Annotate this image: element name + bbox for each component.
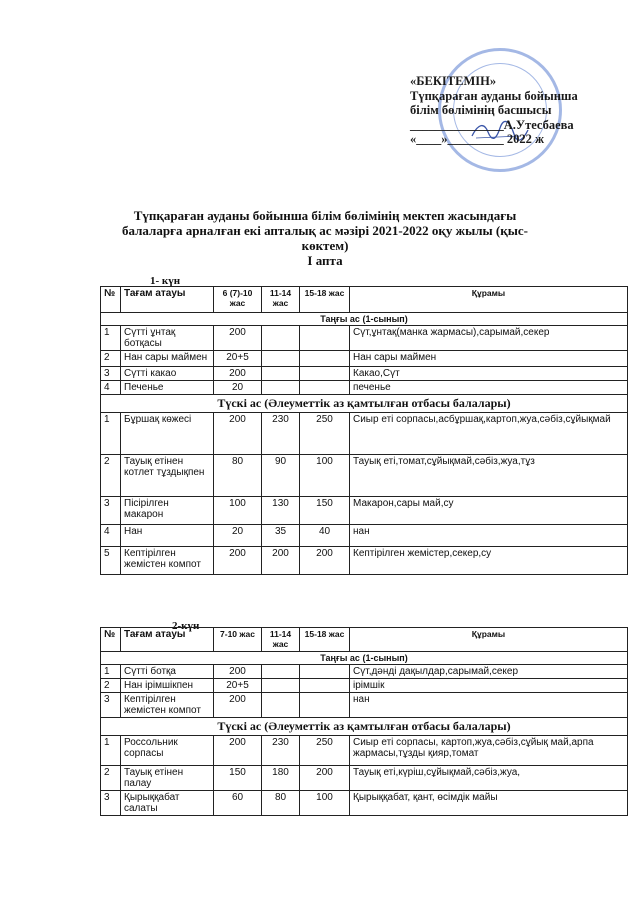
- dish-composition: Сиыр еті сорпасы,асбұршақ,картоп,жуа,сәбіз,сұйықмай: [350, 413, 628, 455]
- header-number: №: [101, 287, 121, 313]
- header-age-1: 6 (7)-10 жас: [214, 287, 262, 313]
- document-title: [120, 208, 530, 268]
- portion-age-2: 180: [262, 766, 300, 791]
- table-row: [101, 351, 628, 367]
- dish-name: Нан ірімшікпен: [121, 679, 214, 693]
- dish-composition: Кептірілген жемістер,секер,су: [350, 547, 628, 575]
- table-row: [101, 525, 628, 547]
- header-age-2: 11-14 жас: [262, 287, 300, 313]
- row-number: 1: [101, 736, 121, 766]
- portion-age-2: 35: [262, 525, 300, 547]
- header-composition: Құрамы: [350, 287, 628, 313]
- row-number: 1: [101, 665, 121, 679]
- table-row: [101, 736, 628, 766]
- section-row: [101, 652, 628, 665]
- dish-composition: Сүт,ұнтақ(манка жармасы),сарымай,секер: [350, 326, 628, 351]
- table-row: [101, 455, 628, 497]
- header-dish-name: Тағам атауы: [121, 628, 214, 652]
- section-title: Таңғы ас (1-сынып): [101, 313, 628, 326]
- row-number: 2: [101, 455, 121, 497]
- dish-composition: Макарон,сары май,су: [350, 497, 628, 525]
- portion-age-1: 200: [214, 693, 262, 718]
- portion-age-3: 100: [300, 791, 350, 816]
- portion-age-3: [300, 679, 350, 693]
- dish-name: Сүтті какао: [121, 367, 214, 381]
- table-row: [101, 326, 628, 351]
- portion-age-1: 150: [214, 766, 262, 791]
- portion-age-2: [262, 367, 300, 381]
- section-title: Таңғы ас (1-сынып): [101, 652, 628, 665]
- row-number: 3: [101, 497, 121, 525]
- header-age-3: 15-18 жас: [300, 628, 350, 652]
- portion-age-3: 250: [300, 736, 350, 766]
- dish-name: Қырыққабат салаты: [121, 791, 214, 816]
- portion-age-1: 20+5: [214, 679, 262, 693]
- title-line-2: балаларға арналған екі апталық ас мәзірі 2021-2022 оқу жылы (қыс-: [122, 223, 528, 238]
- row-number: 3: [101, 693, 121, 718]
- dish-name: Сүтті ботқа: [121, 665, 214, 679]
- table-row: [101, 665, 628, 679]
- portion-age-3: 200: [300, 766, 350, 791]
- approval-date: «____»_________ 2022 ж: [410, 132, 545, 146]
- dish-name: Нан: [121, 525, 214, 547]
- portion-age-3: [300, 367, 350, 381]
- title-week: I апта: [307, 253, 343, 268]
- section-title: Түскі ас (Әлеуметтік аз қамтылған отбасы балалары): [101, 718, 628, 736]
- section-row: [101, 395, 628, 413]
- portion-age-1: 200: [214, 413, 262, 455]
- portion-age-2: [262, 693, 300, 718]
- portion-age-3: 100: [300, 455, 350, 497]
- portion-age-3: 150: [300, 497, 350, 525]
- portion-age-1: 200: [214, 547, 262, 575]
- dish-name: Нан сары маймен: [121, 351, 214, 367]
- dish-composition: печенье: [350, 381, 628, 395]
- portion-age-2: 130: [262, 497, 300, 525]
- title-line-3: көктем): [301, 238, 349, 253]
- portion-age-1: 100: [214, 497, 262, 525]
- dish-composition: Какао,Сүт: [350, 367, 628, 381]
- portion-age-2: [262, 665, 300, 679]
- portion-age-2: 90: [262, 455, 300, 497]
- portion-age-3: [300, 665, 350, 679]
- dish-name: Печенье: [121, 381, 214, 395]
- portion-age-3: [300, 351, 350, 367]
- dish-composition: Нан сары маймен: [350, 351, 628, 367]
- section-row: [101, 313, 628, 326]
- portion-age-1: 20: [214, 525, 262, 547]
- portion-age-2: 230: [262, 413, 300, 455]
- approval-position: білім бөлімінің басшысы: [410, 103, 552, 117]
- dish-composition: Сүт,дәнді дақылдар,сарымай,секер: [350, 665, 628, 679]
- header-row: [101, 287, 628, 313]
- portion-age-1: 20: [214, 381, 262, 395]
- portion-age-2: [262, 679, 300, 693]
- portion-age-3: 200: [300, 547, 350, 575]
- portion-age-1: 80: [214, 455, 262, 497]
- header-age-3: 15-18 жас: [300, 287, 350, 313]
- menu-table-day-1: [100, 286, 628, 575]
- dish-composition: нан: [350, 693, 628, 718]
- dish-composition: Сиыр еті сорпасы, картоп,жуа,сәбіз,сұйық май,арпа жармасы,тұзды қияр,томат: [350, 736, 628, 766]
- dish-composition: ірімшік: [350, 679, 628, 693]
- day-1-label: 1- күн: [150, 275, 181, 287]
- portion-age-2: [262, 351, 300, 367]
- section-title: Түскі ас (Әлеуметтік аз қамтылған отбасы балалары): [101, 395, 628, 413]
- dish-name: Сүтті ұнтақ ботқасы: [121, 326, 214, 351]
- row-number: 2: [101, 766, 121, 791]
- portion-age-2: [262, 381, 300, 395]
- portion-age-2: 80: [262, 791, 300, 816]
- dish-name: Тауық етінен котлет тұздықпен: [121, 455, 214, 497]
- header-age-1: 7-10 жас: [214, 628, 262, 652]
- table-row: [101, 766, 628, 791]
- dish-name: Бұршақ көжесі: [121, 413, 214, 455]
- table-row: [101, 547, 628, 575]
- portion-age-3: [300, 693, 350, 718]
- dish-name: Пісірілген макарон: [121, 497, 214, 525]
- day-2-label: 2-күн: [172, 620, 200, 632]
- row-number: 1: [101, 326, 121, 351]
- portion-age-2: 200: [262, 547, 300, 575]
- table-row: [101, 381, 628, 395]
- dish-name: Кептірілген жемістен компот: [121, 547, 214, 575]
- row-number: 1: [101, 413, 121, 455]
- row-number: 3: [101, 367, 121, 381]
- portion-age-2: 230: [262, 736, 300, 766]
- portion-age-3: [300, 326, 350, 351]
- approval-block: [410, 74, 610, 147]
- row-number: 2: [101, 679, 121, 693]
- header-age-2: 11-14 жас: [262, 628, 300, 652]
- dish-name: Россольник сорпасы: [121, 736, 214, 766]
- dish-composition: Тауық еті,күріш,сұйықмай,сәбіз,жуа,: [350, 766, 628, 791]
- portion-age-1: 200: [214, 367, 262, 381]
- row-number: 4: [101, 525, 121, 547]
- portion-age-3: 250: [300, 413, 350, 455]
- portion-age-1: 20+5: [214, 351, 262, 367]
- table-row: [101, 413, 628, 455]
- table-row: [101, 497, 628, 525]
- header-row: [101, 628, 628, 652]
- title-line-1: Түпқараған ауданы бойынша білім бөлімінің мектеп жасындағы: [133, 208, 517, 223]
- row-number: 3: [101, 791, 121, 816]
- portion-age-1: 200: [214, 326, 262, 351]
- portion-age-2: [262, 326, 300, 351]
- approval-district: Түпқараған ауданы бойынша: [410, 88, 578, 103]
- row-number: 4: [101, 381, 121, 395]
- dish-name: Тауық етінен палау: [121, 766, 214, 791]
- portion-age-1: 60: [214, 791, 262, 816]
- row-number: 5: [101, 547, 121, 575]
- portion-age-1: 200: [214, 736, 262, 766]
- portion-age-3: 40: [300, 525, 350, 547]
- approval-signatory: _______________А.Утесбаева: [410, 117, 574, 132]
- section-row: [101, 718, 628, 736]
- header-number: №: [101, 628, 121, 652]
- header-dish-name: Тағам атауы: [121, 287, 214, 313]
- dish-composition: нан: [350, 525, 628, 547]
- table-row: [101, 367, 628, 381]
- approval-heading: «БЕКІТЕМІН»: [410, 74, 497, 88]
- dish-composition: Тауық еті,томат,сұйықмай,сәбіз,жуа,тұз: [350, 455, 628, 497]
- table-row: [101, 679, 628, 693]
- portion-age-1: 200: [214, 665, 262, 679]
- header-composition: Құрамы: [350, 628, 628, 652]
- menu-table-day-2: [100, 627, 628, 816]
- portion-age-3: [300, 381, 350, 395]
- table-row: [101, 693, 628, 718]
- row-number: 2: [101, 351, 121, 367]
- table-row: [101, 791, 628, 816]
- dish-name: Кептірілген жемістен компот: [121, 693, 214, 718]
- dish-composition: Қырыққабат, қант, өсімдік майы: [350, 791, 628, 816]
